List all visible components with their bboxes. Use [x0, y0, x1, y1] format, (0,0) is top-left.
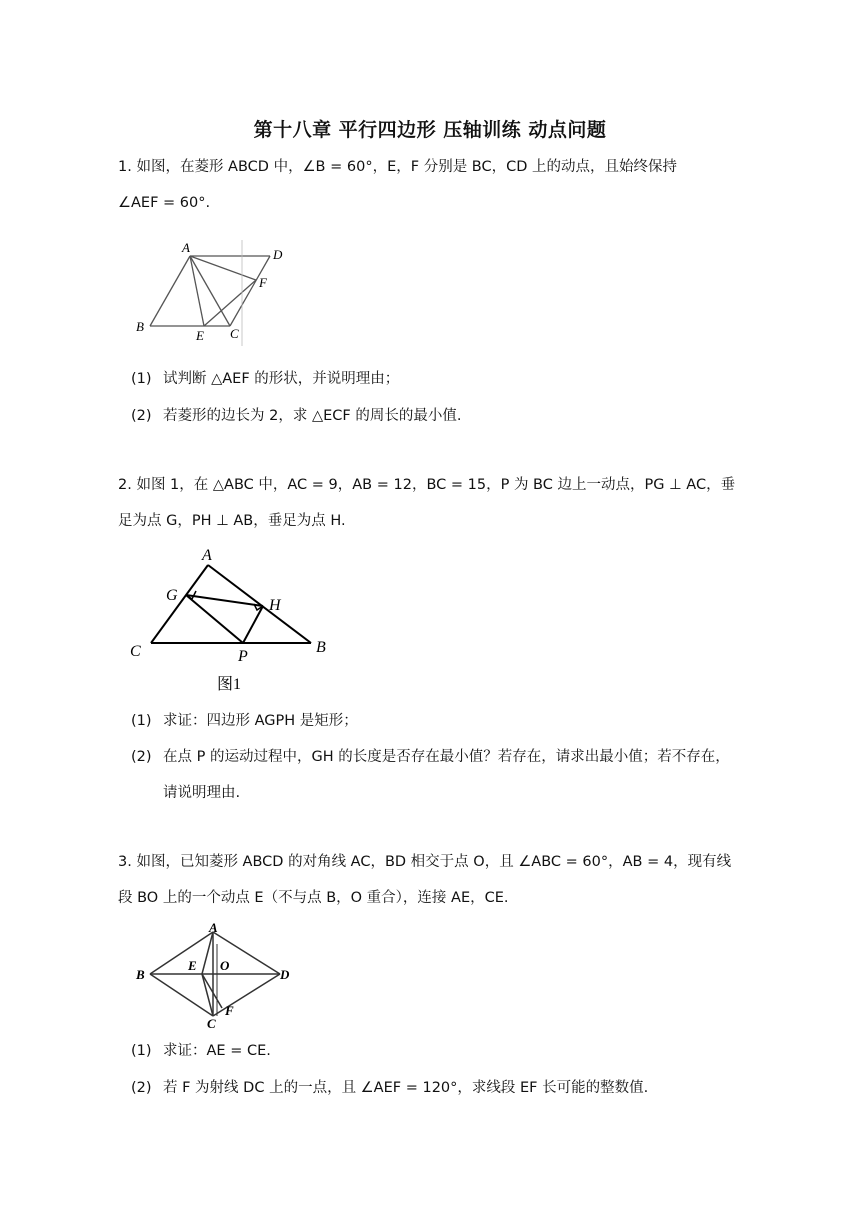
q2-label-h: H: [269, 597, 281, 614]
q3-label-d: D: [280, 967, 290, 982]
q3-sub1-text: 求证：AE = CE.: [163, 1043, 271, 1059]
q2-text-line1: 2. 如图 1，在 △ABC 中，AC = 9，AB = 12，BC = 15，P 为 BC 边上一动点，PG ⊥ AC，垂: [118, 477, 736, 493]
page-title: 第十八章 平行四边形 压轴训练 动点问题: [253, 119, 607, 141]
q3-text-line1: 3. 如图，已知菱形 ABCD 的对角线 AC，BD 相交于点 O，且 ∠ABC = 60°，AB = 4，现有线: [118, 854, 732, 870]
q3-sub2-number: (2): [131, 1080, 152, 1096]
q1-label-c: C: [230, 326, 239, 341]
q1-subquestion-2: [131, 405, 761, 427]
q2-segment-ph: [243, 606, 263, 643]
q2-triangle-figure: [126, 544, 336, 694]
q1-sub1-number: (1): [131, 371, 152, 387]
q1-text-line1: 1. 如图，在菱形 ABCD 中，∠B = 60°，E，F 分别是 BC，CD 上的动点，且始终保持: [118, 159, 678, 175]
q2-sub2-text: 在点 P 的运动过程中，GH 的长度是否存在最小值？若存在，请求出最小值；若不存在，: [163, 749, 730, 765]
q2-edge-ab: [208, 565, 311, 643]
q2-label-p: P: [238, 648, 248, 665]
q3-label-b: B: [136, 967, 145, 982]
q2-sub1-number: (1): [131, 713, 152, 729]
q3-subquestion-2: [131, 1077, 761, 1099]
q3-rhombus-figure: [130, 920, 300, 1032]
q1-segment-ac: [190, 256, 230, 326]
q1-edge-cd: [230, 256, 270, 326]
q2-text-line2: 足为点 G，PH ⊥ AB，垂足为点 H.: [118, 513, 346, 529]
q1-sub2-number: (2): [131, 408, 152, 424]
q1-sub1-text: 试判断 △AEF 的形状，并说明理由；: [163, 371, 400, 387]
q1-label-f: F: [259, 275, 267, 290]
q1-label-a: A: [182, 240, 190, 255]
q1-segment-ef: [204, 280, 256, 326]
q2-sub2-continuation: 请说明理由.: [163, 785, 241, 801]
q1-label-b: B: [136, 319, 144, 334]
q3-sub2-text: 若 F 为射线 DC 上的一点，且 ∠AEF = 120°，求线段 EF 长可能的整数值.: [163, 1080, 649, 1096]
q2-sub2-number: (2): [131, 749, 152, 765]
q1-segment-ae: [190, 256, 204, 326]
q3-label-o: O: [220, 958, 230, 973]
q3-label-c: C: [207, 1016, 216, 1031]
q1-subquestion-1: [131, 368, 761, 390]
q2-label-g: G: [166, 587, 178, 604]
q1-rhombus-figure: [130, 236, 290, 348]
q1-label-d: D: [273, 247, 283, 262]
q2-subquestion-1: [131, 710, 761, 732]
q3-edge-dc: [213, 974, 280, 1016]
q1-label-e: E: [196, 328, 204, 343]
q3-text-line2: 段 BO 上的一个动点 E（不与点 B，O 重合），连接 AE，CE.: [118, 890, 509, 906]
q2-subquestion-2: [131, 746, 761, 768]
q3-label-a: A: [209, 920, 218, 935]
q1-edge-ab: [150, 256, 190, 326]
q3-subquestion-1: [131, 1040, 761, 1062]
q2-label-a: A: [202, 547, 212, 564]
q3-label-e: E: [188, 958, 197, 973]
q2-figure-caption: 图1: [217, 676, 242, 693]
q3-segment-ef: [202, 974, 222, 1008]
q2-label-b: B: [316, 639, 326, 656]
q3-label-f: F: [225, 1003, 234, 1018]
q1-text-line2: ∠AEF = 60°.: [118, 195, 211, 211]
q1-sub2-text: 若菱形的边长为 2，求 △ECF 的周长的最小值.: [163, 408, 462, 424]
q2-label-c: C: [130, 643, 141, 660]
q2-edge-ac: [151, 565, 208, 643]
q3-sub1-number: (1): [131, 1043, 152, 1059]
q1-segment-af: [190, 256, 256, 280]
q2-sub1-text: 求证：四边形 AGPH 是矩形；: [163, 713, 358, 729]
